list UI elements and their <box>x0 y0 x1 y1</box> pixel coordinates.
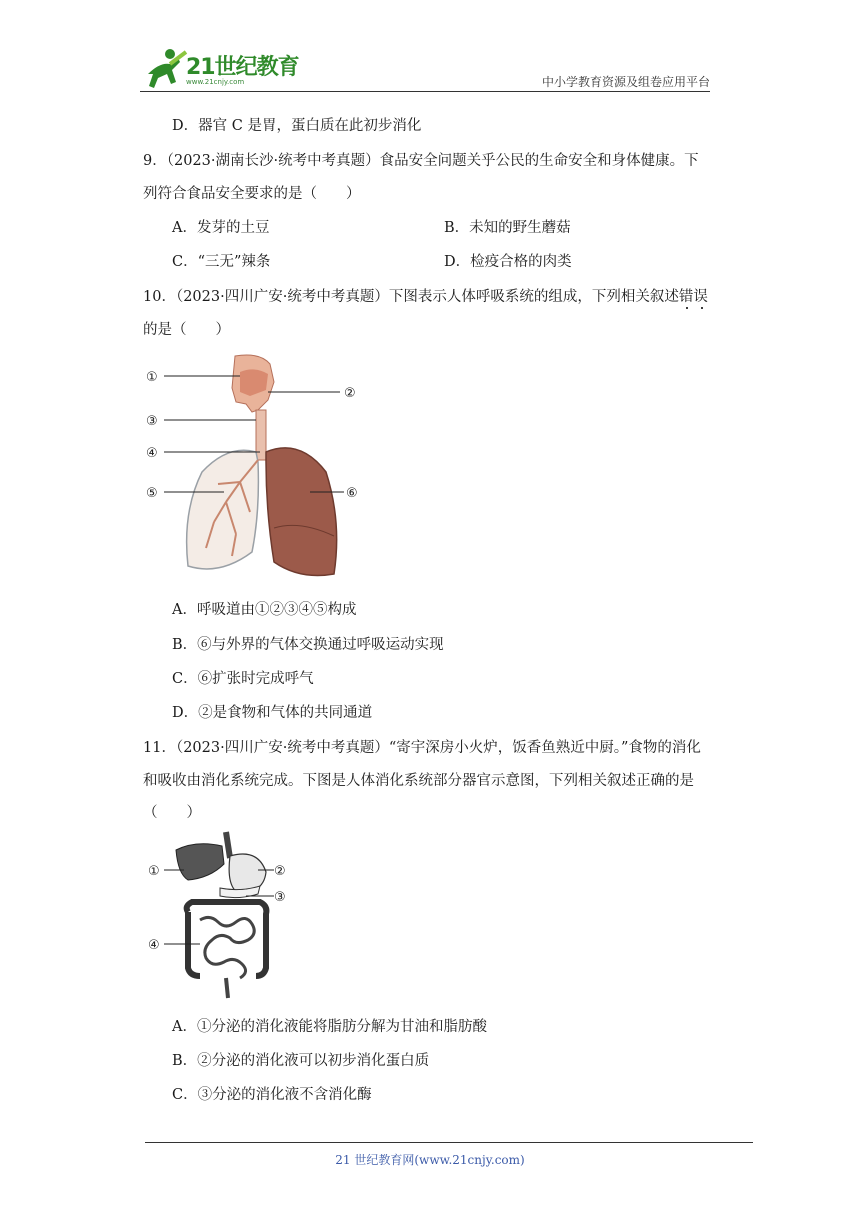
q9-option-b: B．未知的野生蘑菇 <box>444 220 571 236</box>
q11-option-c: C．③分泌的消化液不含消化酶 <box>172 1087 372 1103</box>
runner-logo-icon <box>140 44 190 94</box>
dig-label-4: ④ <box>148 938 160 953</box>
rectum-shape <box>226 978 228 998</box>
q9-option-c: C．“三无”辣条 <box>172 254 271 270</box>
label-6: ⑥ <box>346 486 358 501</box>
liver-shape <box>176 844 224 880</box>
label-5: ⑤ <box>146 486 158 501</box>
footer-link[interactable]: 21 世纪教育网(www.21cnjy.com) <box>335 1153 525 1167</box>
right-lung-shape <box>266 448 337 576</box>
q9-stem-line1: 9．（2023·湖南长沙·统考中考真题）食品安全问题关乎公民的生命安全和身体健康。下 <box>143 153 699 169</box>
q10-emphasis-char-1: 错 <box>678 289 694 305</box>
q11-stem-line3: （ ） <box>143 805 201 821</box>
logo-url: www.21cnjy.com <box>186 78 245 86</box>
label-2: ② <box>344 386 356 401</box>
dig-label-3: ③ <box>274 890 286 905</box>
q9-option-a: A．发芽的土豆 <box>172 220 270 236</box>
esophagus-shape <box>226 832 230 858</box>
stomach-shape <box>229 854 266 894</box>
dig-label-1: ① <box>148 864 160 879</box>
q10-stem-line2: 的是（ ） <box>143 322 230 338</box>
large-intestine-shape <box>187 902 267 976</box>
q11-option-b: B．②分泌的消化液可以初步消化蛋白质 <box>172 1053 430 1069</box>
q10-stem-text: 10．（2023·四川广安·统考中考真题）下图表示人体呼吸系统的组成，下列相关叙述 <box>143 289 679 305</box>
q10-emphasis-char-2: 误 <box>693 289 708 305</box>
q9-stem-line2: 列符合食品安全要求的是（ ） <box>143 186 361 202</box>
q11-option-a: A．①分泌的消化液能将脂肪分解为甘油和脂肪酸 <box>172 1019 487 1035</box>
label-3: ③ <box>146 414 158 429</box>
q11-stem-line2: 和吸收由消化系统完成。下图是人体消化系统部分器官示意图，下列相关叙述正确的是 <box>143 773 694 789</box>
q9-option-d: D．检疫合格的肉类 <box>444 254 572 270</box>
logo-title: 21世纪教育 <box>186 55 299 80</box>
small-intestine-shape <box>200 917 254 978</box>
footer-divider <box>145 1142 753 1143</box>
q10-option-a: A．呼吸道由①②③④⑤构成 <box>172 602 357 618</box>
digestive-system-figure <box>140 828 300 1003</box>
q11-stem-line1: 11．（2023·四川广安·统考中考真题）“寄宇深房小火炉，饭香鱼熟近中厨。”食物的消化 <box>143 740 701 756</box>
q10-option-b: B．⑥与外界的气体交换通过呼吸运动实现 <box>172 637 444 653</box>
q10-stem-line1 <box>143 287 708 307</box>
header-divider <box>140 91 710 92</box>
label-4: ④ <box>146 446 158 461</box>
q10-option-d: D．②是食物和气体的共同通道 <box>172 705 373 721</box>
label-1: ① <box>146 370 158 385</box>
q10-option-c: C．⑥扩张时完成呼气 <box>172 671 314 687</box>
q8-option-d: D．器官 C 是胃，蛋白质在此初步消化 <box>172 118 422 134</box>
respiratory-system-figure <box>140 352 370 584</box>
dig-label-2: ② <box>274 864 286 879</box>
header-platform-text: 中小学教育资源及组卷应用平台 <box>541 75 710 89</box>
